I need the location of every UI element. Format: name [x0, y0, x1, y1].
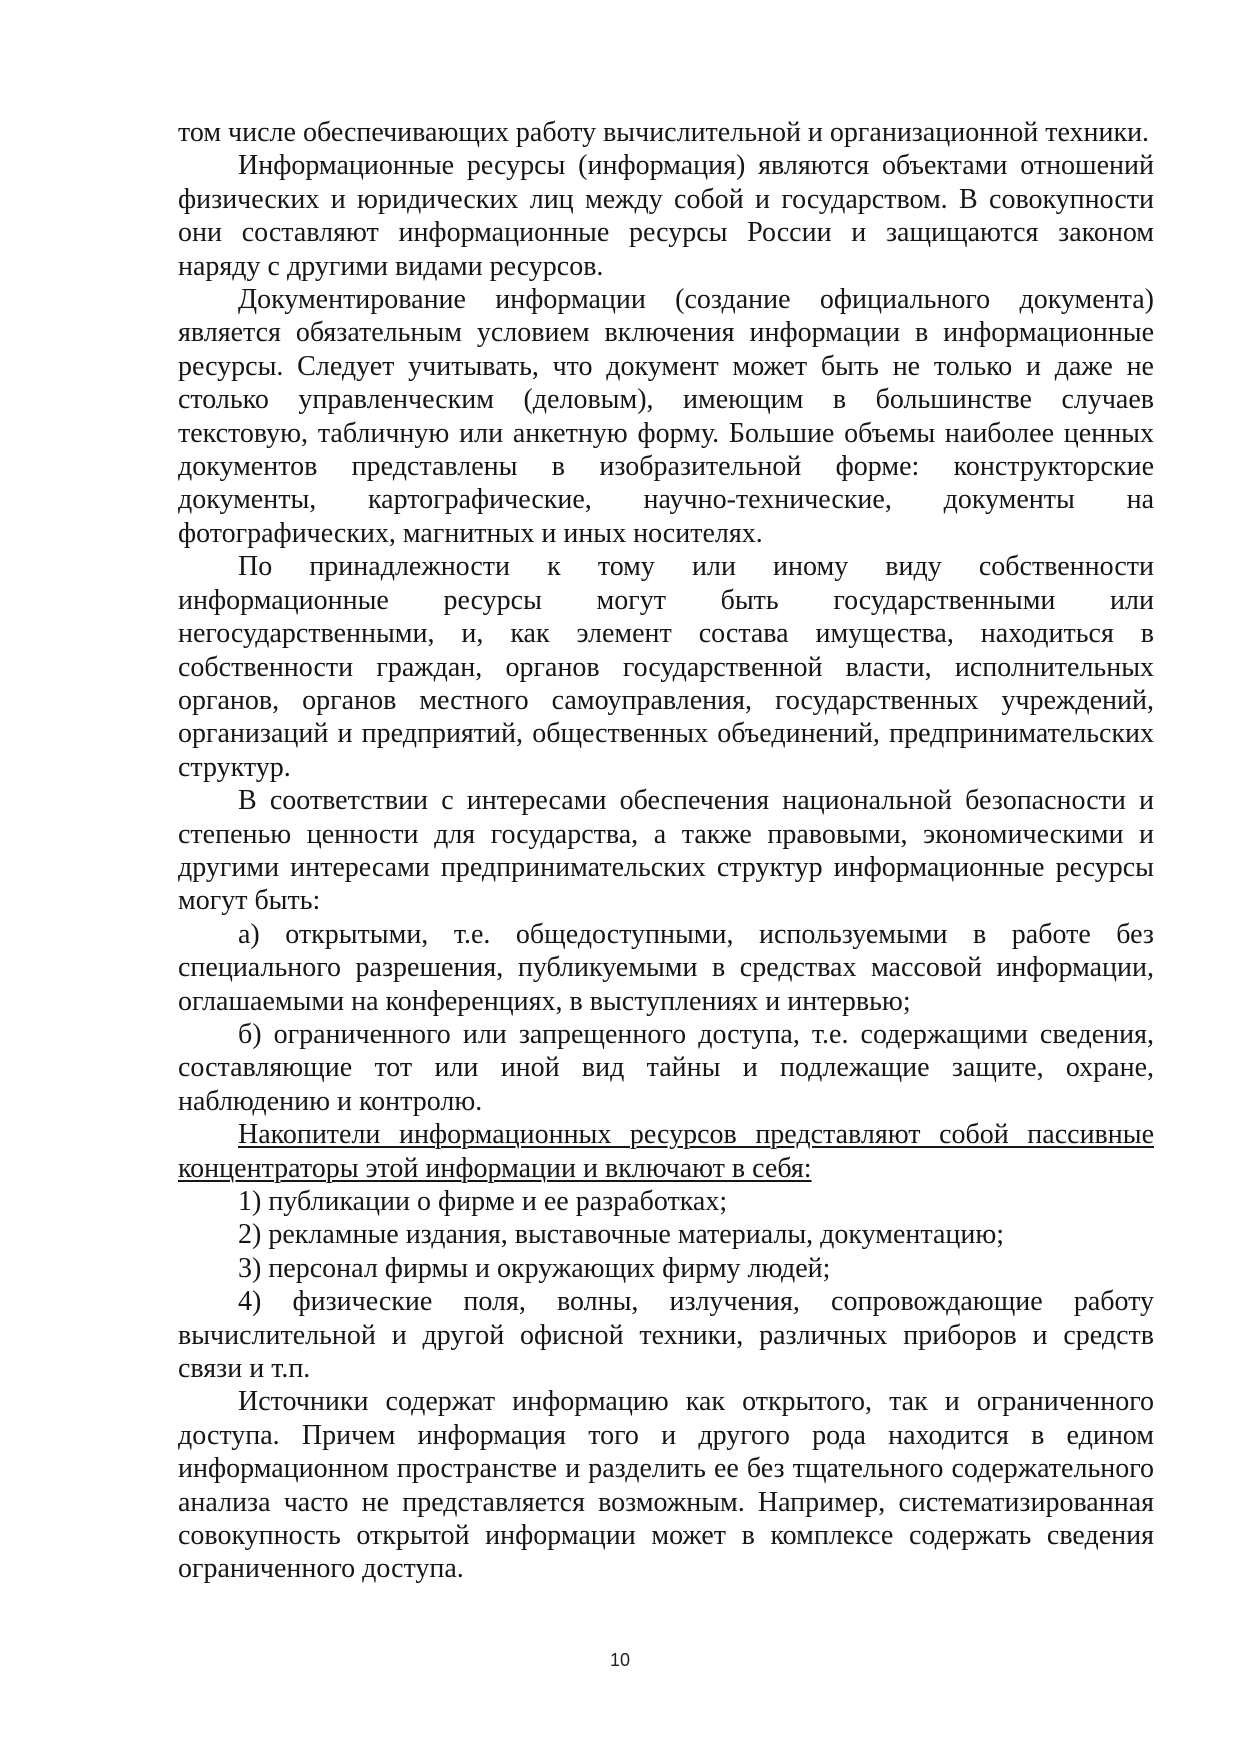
paragraph-documenting: Документирование информации (создание официального документа) является обязательным условием включения информации в информационные ресурсы. Следует учитывать, что документ может быть не только и даже не столько управленческим (деловым), имеющим в большинстве случаев текстовую, табличную или анкетную форму. Большие объемы наиболее ценных документов представлены в изобразительной форме: конструкторские документы, картографические, научно-технические, документы на фотографических, магнитных и иных носителях. — [178, 284, 1154, 549]
underlined-statement: Накопители информационных ресурсов представляют собой пассивные концентраторы этой информации и включают в себя: — [178, 1119, 1154, 1184]
list-item-2: 2) рекламные издания, выставочные материалы, документацию; — [238, 1219, 1005, 1251]
page-number: 10 — [609, 1650, 631, 1670]
paragraph-sources: Источники содержат информацию как открытого, так и ограниченного доступа. Причем информация того и другого рода находится в едином информационном пространстве и разделить ее без тщательного содержательного анализа часто не представляется возможным. Например, систематизированная совокупность открытой информации может в комплексе содержать сведения ограниченного доступа. — [178, 1386, 1154, 1585]
list-item-restricted: б) ограниченного или запрещенного доступа, т.е. содержащими сведения, составляющие тот или иной вид тайны и подлежащие защите, охране, наблюдению и контролю. — [178, 1018, 1154, 1117]
paragraph-ownership: По принадлежности к тому или иному виду собственности информационные ресурсы могут быть государственными или негосударственными, и, как элемент состава имущества, находиться в собственности граждан, органов государственной власти, исполнительных органов, органов местного самоуправления, государственных учреждений, организаций и предприятий, общественных объединений, предпринимательских структур. — [178, 551, 1154, 783]
paragraph-accumulators — [178, 1118, 1154, 1185]
list-item-4: 4) физические поля, волны, излучения, сопровождающие работу вычислительной и другой офисной техники, различных приборов и средств связи и т.п. — [178, 1286, 1154, 1385]
list-item-open: а) открытыми, т.е. общедоступными, используемыми в работе без специального разрешения, публикуемыми в средствах массовой информации, оглашаемыми на конференциях, в выступлениях и интервью; — [178, 918, 1154, 1017]
paragraph-national-security: В соответствии с интересами обеспечения национальной безопасности и степенью ценности для государства, а также правовыми, экономическими и другими интересами предпринимательских структур информационные ресурсы могут быть: — [178, 785, 1154, 917]
paragraph-continuation: том числе обеспечивающих работу вычислительной и организационной техники. — [178, 117, 1150, 148]
document-body — [178, 116, 1154, 1586]
paragraph-information-resources: Информационные ресурсы (информация) являются объектами отношений физических и юридических лиц между собой и государством. В совокупности они составляют информационные ресурсы России и защищаются законом наряду с другими видами ресурсов. — [178, 150, 1154, 282]
list-item-3: 3) персонал фирмы и окружающих фирму людей; — [238, 1252, 831, 1284]
list-item-1: 1) публикации о фирме и ее разработках; — [238, 1186, 728, 1217]
